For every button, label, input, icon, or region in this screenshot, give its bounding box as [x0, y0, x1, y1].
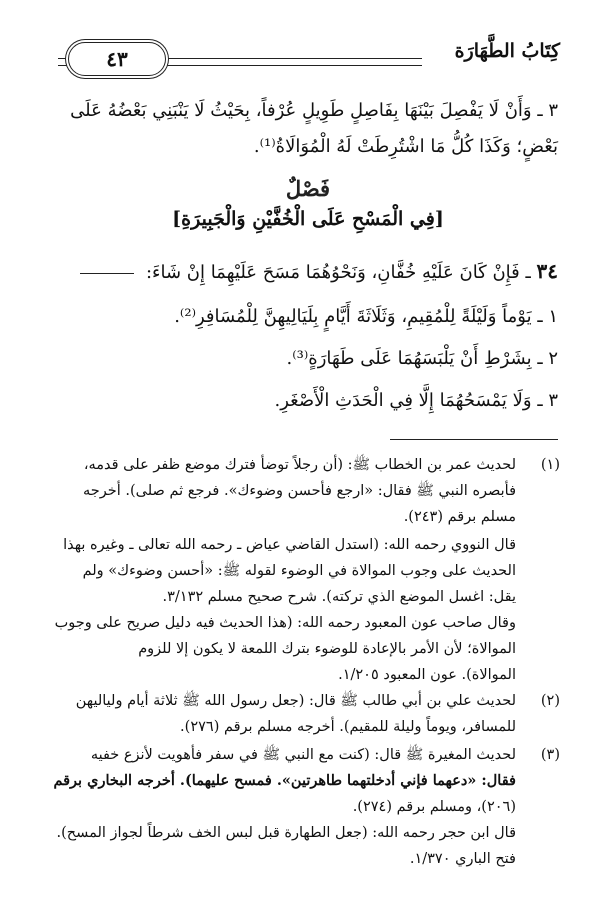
footnote-line: الحديث على وجوب الموالاة في الوضوء لقوله ﷺ: «أحسن وضوءك» ولم	[82, 563, 516, 579]
footnote-line: لحديث عمر بن الخطاب ﷺ: (أن رجلاً توضأ فترك موضع ظفر على قدمه،	[83, 457, 516, 473]
section-subheading: [فِي الْمَسْحِ عَلَى الْخُفَّيْنِ وَالْجَبِيرَةِ]	[172, 208, 444, 230]
footnote-line: قال ابن حجر رحمه الله: (جعل الطهارة قبل لبس الخف شرطاً لجواز المسح).	[56, 825, 516, 841]
footnote-line: الموالاة؛ لأن الأمر بالإعادة للوضوء بترك اللمعة لا يكون إلا للزوم	[138, 641, 516, 657]
footnote-marker: (٣)	[540, 747, 560, 763]
footnote-3-ibn-hajar	[46, 820, 560, 872]
condition-3: ٣ ـ وَلَا يَمْسَحُهُمَا إِلَّا فِي الْحَدَثِ الْأَصْغَرِ.	[274, 390, 558, 411]
footnote-1-nawawi	[46, 532, 560, 610]
footnote-1-awn	[46, 610, 560, 688]
footnote-line: فقال: «دعهما فإني أدخلتهما طاهرتين». فمسح عليهما). أخرجه البخاري برقم	[53, 772, 516, 789]
condition-2: ٢ ـ بِشَرْطِ أَنْ يَلْبَسَهُمَا عَلَى طَهَارَةٍ⁽³⁾.	[286, 348, 558, 369]
section-34-intro	[50, 254, 558, 290]
footnote-line: فأبصره النبي ﷺ فقال: «ارجع فأحسن وضوءك». فرجع ثم صلى). أخرجه	[83, 483, 516, 499]
footnote-line: قال النووي رحمه الله: (استدل القاضي عياض ـ رحمه الله تعالى ـ وغيره بهذا	[63, 537, 516, 553]
condition-1: ١ ـ يَوْماً وَلَيْلَةً لِلْمُقِيمِ، وَثَلَاثَةَ أَيَّامٍ بِلَيَالِيهِنَّ لِلْمُسَافِرِ⁽²⁾.	[174, 306, 558, 327]
footnote-line: للمسافر، ويوماً وليلة للمقيم). أخرجه مسلم برقم (٢٧٦).	[180, 719, 516, 735]
section-heading: فَصْلٌ	[285, 176, 331, 201]
book-title: كِتَابُ الطَّهَارَة	[454, 40, 560, 62]
footnote-1	[46, 452, 560, 530]
section-ornament-line	[80, 273, 134, 274]
page-number: ٤٣	[68, 42, 166, 76]
footnote-2	[46, 688, 560, 740]
item-3-line-1: ٣ ـ وَأَنْ لَا يَفْصِلَ بَيْنَهَا بِفَاصِلٍ طَوِيلٍ عُرْفاً، بِحَيْثُ لَا يَنْبَنِي بَعْضُهُ عَلَى	[70, 100, 558, 121]
footnote-marker: (١)	[540, 457, 560, 473]
footnote-separator	[390, 439, 558, 440]
footnote-line: يقل: اغسل الموضع الذي تركته). شرح صحيح مسلم ٣/١٣٢.	[162, 589, 516, 605]
footnote-line: لحديث المغيرة ﷺ قال: (كنت مع النبي ﷺ في سفر فأهويت لأنزع خفيه	[90, 747, 516, 763]
footnote-line: الموالاة). عون المعبود ١/٢٠٥.	[338, 667, 516, 683]
footnote-line: (٢٠٦)، ومسلم برقم (٢٧٤).	[352, 799, 516, 815]
page-header	[58, 40, 560, 80]
footnote-line: مسلم برقم (٢٤٣).	[403, 509, 516, 525]
footnote-3	[46, 742, 560, 820]
footnote-line: لحديث علي بن أبي طالب ﷺ قال: (جعل رسول الله ﷺ ثلاثة أيام ولياليهن	[75, 693, 516, 709]
footnote-line: وقال صاحب عون المعبود رحمه الله: (هذا الحديث فيه دليل صريح على وجوب	[54, 615, 516, 631]
footnote-marker: (٢)	[540, 693, 560, 709]
section-intro-text: ـ فَإِنْ كَانَ عَلَيْهِ خُفَّانِ، وَنَحْوُهُمَا مَسَحَ عَلَيْهِمَا إِنْ شَاءَ:	[145, 262, 531, 283]
section-number: ٣٤	[536, 259, 558, 283]
item-3-line-2: بَعْضٍ؛ وَكَذَا كُلُّ مَا اشْتُرِطَتْ لَهُ الْمُوَالَاةُ⁽¹⁾.	[253, 136, 558, 157]
footnote-line: فتح الباري ١/٣٧٠.	[409, 851, 516, 867]
